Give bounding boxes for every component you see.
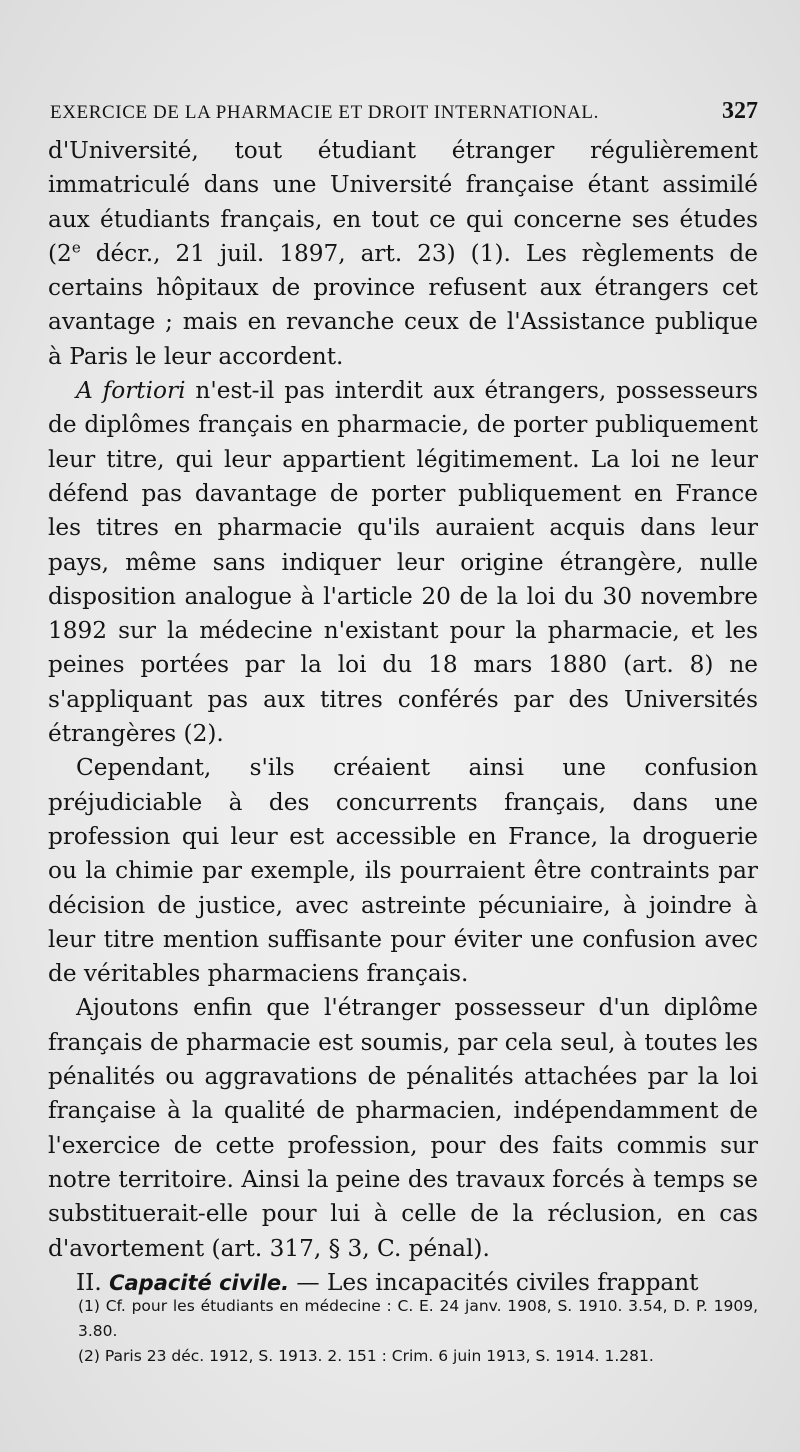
footnote-1: (1) Cf. pour les étudiants en médecine : C. E. 24 janv. 1908, S. 1910. 3.54, D. P. 1909, 3.80.	[78, 1297, 758, 1340]
superscript-e: e	[71, 238, 81, 257]
page-number: 327	[722, 98, 758, 124]
footnote-2: (2) Paris 23 déc. 1912, S. 1913. 2. 151 : Crim. 6 juin 1913, S. 1914. 1.281.	[78, 1347, 654, 1365]
paragraph-3: Cependant, s'ils créaient ainsi une confusion préjudiciable à des concurrents français, dans une profession qui leur est accessible en France, la droguerie ou la chimie par exemple, ils pourraient être contraints par décision de justice, avec astreinte pécuniaire, à joindre à leur titre mention suffisante pour éviter une confusion avec de véritables pharmaciens français.	[48, 754, 758, 988]
footnotes	[78, 1294, 758, 1369]
paragraph-1	[48, 134, 758, 374]
section-heading: Capacité civile.	[109, 1270, 290, 1295]
paragraph-1-end: décr., 21 juil. 1897, art. 23) (1). Les règlements de certains hôpitaux de province refusent aux étrangers cet avantage ; mais en revanche ceux de l'Assistance publique à Paris le leur accordent.	[48, 239, 758, 370]
paragraph-2-text: n'est-il pas interdit aux étrangers, possesseurs de diplômes français en pharmacie, de porter publiquement leur titre, qui leur appartient légitimement. La loi ne leur défend pas davantage de porter publiquement en France les titres en pharmacie qu'ils auraient acquis dans leur pays, même sans indiquer leur origine étrangère, nulle disposition analogue à l'article 20 de la loi du 30 novembre 1892 sur la médecine n'existant pour la pharmacie, et les peines portées par la loi du 18 mars 1880 (art. 8) ne s'appliquant pas aux titres conférés par des Universités étrangères (2).	[48, 377, 758, 748]
body-text	[48, 134, 758, 1300]
section-text: — Les incapacités civiles frappant	[289, 1268, 699, 1296]
paragraph-1-start: d'Université, tout étudiant étranger régulièrement immatriculé dans une Université française étant assimilé aux étudiants français, en tout ce qui concerne ses études (2	[48, 137, 758, 267]
section-number: II.	[76, 1268, 102, 1296]
running-title: EXERCICE DE LA PHARMACIE ET DROIT INTERNATIONAL.	[50, 102, 599, 123]
paragraph-4: Ajoutons enfin que l'étranger possesseur d'un diplôme français de pharmacie est soumis, par cela seul, à toutes les pénalités ou aggravations de pénalités attachées par la loi française à la qualité de pharmacien, indépendamment de l'exercice de cette profession, pour des faits commis sur notre territoire. Ainsi la peine des travaux forcés à temps se substituerait-elle pour lui à celle de la réclusion, en cas d'avortement (art. 317, § 3, C. pénal).	[48, 994, 758, 1262]
paragraph-2	[48, 374, 758, 751]
page-header	[50, 98, 758, 125]
a-fortiori: A fortiori	[76, 377, 186, 405]
